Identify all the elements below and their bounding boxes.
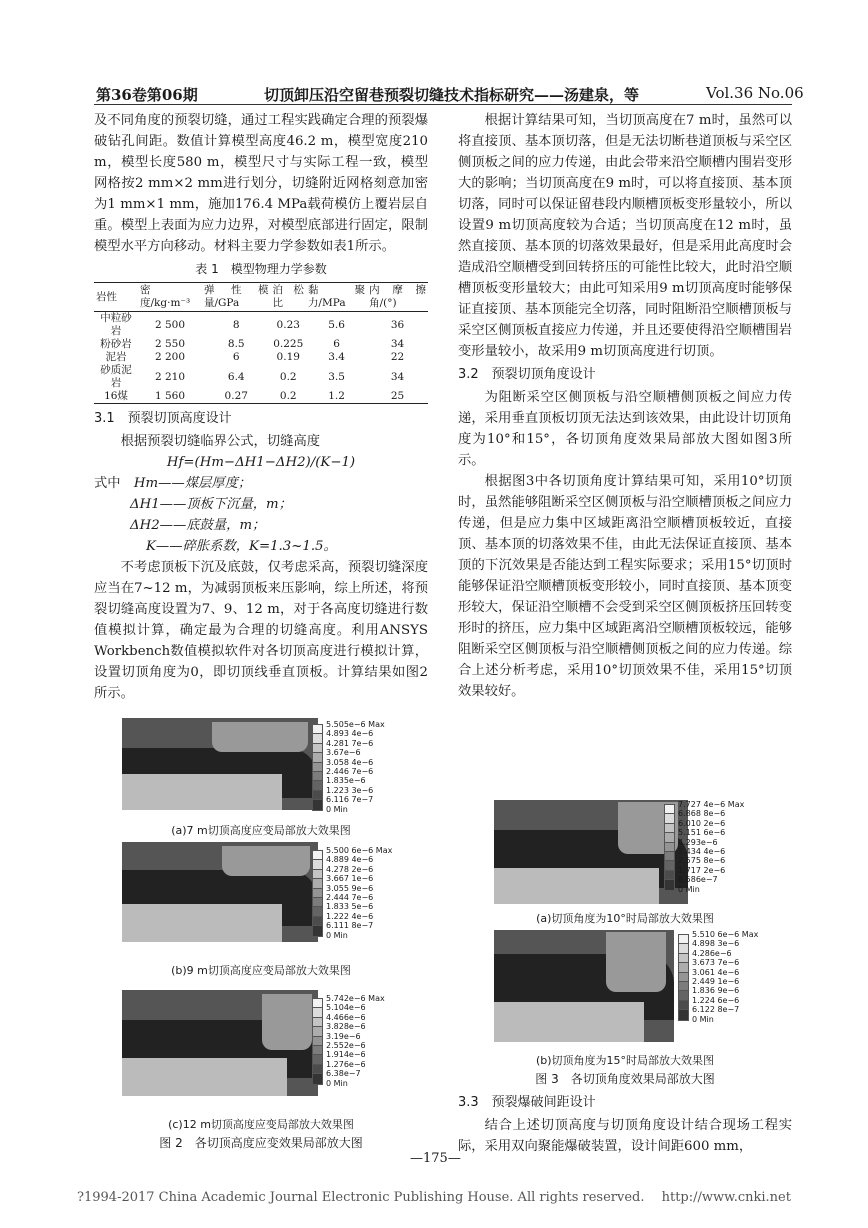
table-header: 泊松比 — [271, 283, 306, 312]
legend-label: 6.111 8e−7 — [326, 921, 374, 931]
table-cell: 0.2 — [271, 390, 306, 404]
table-cell: 2 550 — [154, 338, 186, 350]
table-cell: 2 210 — [154, 370, 186, 383]
legend-label: 3.058 4e−6 — [326, 757, 374, 767]
legend-label: 6.868 8e−6 — [678, 809, 726, 819]
section-heading: 3.1 预裂切顶高度设计 — [94, 411, 232, 426]
legend-label: 0 Min — [692, 1014, 714, 1024]
paragraph: 根据图3中各切顶角度计算结果可知，采用10°切顶时，虽然能够阻断采空区侧顶板与沿空顺槽顶板之间应力传递，但是应力集中区域距离沿空顺槽顶板较近，直接顶、基本顶的切落效果不佳，由此无法保证直接顶、基本顶的下沉效果是否能达到工程实际要求；采用15°切顶时能够保证沿空顺槽顶板变形较小，同时直接顶、基本顶变形较大，保证沿空顺槽不会受到采空区侧顶板挤压回转变形时的挤压，应力集中区域距离沿空顺槽顶板较远，能够阻断采空区侧顶板与沿空顺槽侧顶板之间的应力传递。综合上述分析考虑，采用10°切顶效果不佳，采用15°切顶效果较好。 — [458, 474, 792, 699]
figure-3-caption: 图 3 各切顶角度效果局部放大图 — [535, 1072, 715, 1086]
table-cell: 0.23 — [276, 318, 300, 331]
table-cell: 0.27 — [202, 390, 271, 404]
legend-label: 2.575 8e−6 — [678, 856, 726, 866]
table-cell: 34 — [390, 338, 405, 350]
legend-label: 3.667 1e−6 — [326, 874, 374, 884]
legend-label: 5.500 6e−6 Max — [326, 846, 393, 855]
legend-label: 1.833 5e−6 — [326, 902, 374, 912]
color-legend — [690, 930, 758, 1024]
legend-label: 7.727 4e−6 Max — [678, 800, 745, 809]
where-item: ΔH2——底鼓量，m； — [130, 518, 266, 533]
figure-caption: (b)9 m切顶高度应变局部放大效果图 — [171, 964, 351, 977]
legend-label: 3.055 9e−6 — [326, 883, 374, 893]
color-legend — [676, 800, 744, 894]
legend-label: 2.446 7e−6 — [326, 767, 374, 777]
right-column — [458, 110, 792, 702]
table-cell: 3.5 — [328, 370, 345, 383]
table-cell: 22 — [390, 351, 405, 363]
legend-label: 0 Min — [678, 884, 700, 894]
legend-label: 2.449 1e−6 — [692, 977, 740, 987]
journal-issue: 第36卷第06期 — [96, 86, 198, 104]
figure-caption: (b)切顶角度为15°时局部放大效果图 — [535, 1054, 715, 1067]
legend-label: 0 Min — [326, 804, 348, 814]
legend-label: 4.889 4e−6 — [326, 855, 374, 865]
table-cell: 粉砂岩 — [100, 338, 132, 350]
table-cell: 0.225 — [273, 338, 304, 350]
color-legend — [324, 994, 385, 1088]
table-cell: 3.4 — [328, 351, 345, 363]
legend-label: 3.828e−6 — [326, 1022, 366, 1032]
where-label: 式中 — [94, 476, 121, 491]
table-cell: 1 560 — [138, 390, 202, 404]
volume-number: Vol.36 No.06 — [706, 84, 804, 102]
material-table — [94, 282, 428, 404]
simulation-plot — [122, 990, 318, 1096]
legend-label: 3.67e−6 — [326, 748, 361, 758]
figure-3a — [494, 800, 778, 904]
legend-label: 4.898 3e−6 — [692, 939, 740, 949]
paragraph: 根据计算结果可知，当切顶高度在7 m时，虽然可以将直接顶、基本顶切落，但是无法切断巷道顶板与采空区侧顶板之间的应力传递，由此会带来沿空顺槽内围岩变形大的影响；当切顶高度在9 m时，可以将直接顶、基本顶切落，同时可以保证留巷段内顺槽顶板变形量较小，所以设置9 m切顶高度较为合适；当切顶高度在12 m时，虽然直接顶、基本顶的切落效果最好，但是采用此高度时会造成沿空顺槽受到回转挤压的可能性比较大，此时沿空顺槽顶板变形量较大；由此可知采用9 m切顶高度时能够保证直接顶、基本顶能完全切落，同时阻断沿空顺槽顶板与采空区侧顶板直接应力传递，并且还要使得沿空顺槽围岩变形量较小，故采用9 m切顶高度进行切顶。 — [458, 113, 792, 359]
where-item: K——碎胀系数，K=1.3~1.5。 — [146, 539, 337, 554]
table-row — [94, 338, 428, 351]
table-cell: 1.2 — [306, 390, 367, 404]
legend-swatch — [312, 925, 323, 936]
figure-3b — [494, 930, 778, 1042]
table-cell: 2 200 — [154, 351, 186, 363]
legend-label: 1.223 3e−6 — [326, 785, 374, 795]
table-cell: 泥岩 — [105, 351, 127, 363]
where-item: Hm——煤层厚度； — [133, 476, 252, 491]
legend-label: 3.061 4e−6 — [692, 967, 740, 977]
simulation-plot — [494, 800, 688, 904]
legend-label: 3.673 7e−6 — [692, 958, 740, 968]
table-cell: 砂质泥岩 — [100, 364, 132, 389]
page-number: —175— — [410, 1151, 461, 1166]
table-cell: 8 — [232, 318, 240, 331]
table-cell: 6.4 — [227, 370, 245, 383]
section-heading: 3.2 预裂切顶角度设计 — [458, 367, 596, 382]
simulation-plot — [122, 718, 318, 810]
legend-swatch — [312, 799, 323, 810]
legend-label: 4.466e−6 — [326, 1012, 366, 1022]
table-cell: 25 — [367, 390, 428, 404]
table-row — [94, 312, 428, 339]
simulation-plot — [494, 930, 674, 1042]
legend-label: 6.116 7e−7 — [326, 795, 374, 805]
table-cell: 2 500 — [154, 318, 186, 331]
table-header: 内摩擦角/(°) — [367, 283, 428, 312]
figure-caption: (a)切顶角度为10°时局部放大效果图 — [536, 912, 714, 925]
table-cell: 0.2 — [279, 370, 297, 383]
color-legend — [324, 720, 385, 814]
table-header: 岩性 — [94, 283, 138, 312]
legend-swatch — [678, 1009, 689, 1020]
legend-label: 2.552e−6 — [326, 1041, 366, 1051]
running-title: 切顶卸压沿空留巷预裂切缝技术指标研究——汤建泉，等 — [264, 86, 640, 104]
figure-2c — [122, 990, 402, 1096]
table-cell: 36 — [390, 318, 405, 331]
table-header: 密度/kg·m⁻³ — [138, 283, 202, 312]
table-header: 黏聚力/MPa — [306, 283, 367, 312]
figure-caption: (c)12 m切顶高度应变局部放大效果图 — [168, 1118, 354, 1131]
table-caption: 表 1 模型物理力学参数 — [195, 262, 327, 276]
paragraph: 及不同角度的预裂切缝，通过工程实践确定合理的预裂爆破钻孔间距。数值计算模型高度46.2 m，模型宽度210 m，模型长度580 m，模型尺寸与实际工程一致，模型网格按2 mm×2 mm进行划分，切缝附近网格刻意加密为1 mm×1 mm，施加176.4 MPa载荷模仿上覆岩层自重。模型上表面为应力边界，对模型底部进行固定，限制模型水平方向移动。材料主要力学参数如表1所示。 — [94, 113, 428, 254]
legend-label: 5.505e−6 Max — [326, 720, 385, 729]
table-cell: 16煤 — [94, 390, 138, 404]
figure-caption: (a)7 m切顶高度应变局部放大效果图 — [171, 824, 351, 837]
legend-swatch — [664, 879, 675, 890]
legend-label: 8.586e−7 — [678, 875, 718, 885]
table-header: 弹性模量/GPa — [202, 283, 271, 312]
legend-label: 4.278 2e−6 — [326, 864, 374, 874]
legend-label: 4.893 4e−6 — [326, 729, 374, 739]
where-list — [94, 473, 428, 557]
legend-label: 3.19e−6 — [326, 1031, 361, 1041]
table-cell: 0.19 — [276, 351, 300, 363]
legend-label: 5.742e−6 Max — [326, 994, 385, 1003]
where-item: ΔH1——顶板下沉量，m； — [130, 497, 292, 512]
right-column-bottom — [458, 1090, 792, 1157]
legend-label: 6.122 8e−7 — [692, 1005, 740, 1015]
legend-label: 2.444 7e−6 — [326, 893, 374, 903]
paragraph: 不考虑顶板下沉及底鼓，仅考虑采高，预裂切缝深度应当在7~12 m，为减弱顶板来压影响，综上所述，将预裂切缝高度设置为7、9、12 m，对于各高度切缝进行数值模拟计算，确定最为合理的切缝高度。利用ANSYS Workbench数值模拟软件对各切顶高度进行模拟计算，设置切顶角度为0，即切顶线垂直顶板。计算结果如图2所示。 — [94, 560, 428, 701]
legend-label: 5.510 6e−6 Max — [692, 930, 759, 939]
header-rule — [94, 104, 792, 105]
legend-label: 0 Min — [326, 1078, 348, 1088]
figure-2b — [122, 842, 402, 942]
legend-label: 5.104e−6 — [326, 1003, 366, 1013]
legend-label: 5.151 6e−6 — [678, 828, 726, 838]
legend-label: 1.836 9e−6 — [692, 986, 740, 996]
legend-label: 1.222 4e−6 — [326, 911, 374, 921]
legend-label: 1.224 6e−6 — [692, 995, 740, 1005]
legend-label: 0 Min — [326, 930, 348, 940]
legend-label: 4.293e−6 — [678, 837, 718, 847]
table-cell: 6 — [232, 351, 240, 363]
color-legend — [324, 846, 392, 940]
table-cell: 中粒砂岩 — [100, 312, 132, 337]
paragraph: 根据预裂切缝临界公式，切缝高度 — [120, 434, 321, 449]
formula: Hf=(Hm−ΔH1−ΔH2)/(K−1) — [166, 455, 356, 470]
simulation-plot — [122, 842, 318, 942]
table-cell: 5.6 — [328, 318, 345, 331]
section-heading: 3.3 预裂爆破间距设计 — [458, 1095, 596, 1110]
figure-2a — [122, 718, 402, 814]
legend-label: 1.835e−6 — [326, 776, 366, 786]
paragraph: 结合上述切顶高度与切顶角度设计结合现场工程实际，采用双向聚能爆破装置，设计间距600 mm， — [458, 1118, 792, 1154]
table-row — [94, 390, 428, 404]
figure-2-caption: 图 2 各切顶高度应变效果局部放大图 — [159, 1136, 363, 1150]
paragraph: 为阻断采空区侧顶板与沿空顺槽侧顶板之间应力传递，采用垂直顶板切顶无法达到该效果，由此设计切顶角度为10°和15°，各切顶角度效果局部放大图如图3所示。 — [458, 390, 792, 468]
table-row — [94, 364, 428, 390]
table-cell: 6 — [333, 338, 340, 350]
legend-label: 4.281 7e−6 — [326, 738, 374, 748]
legend-label: 1.914e−6 — [326, 1050, 366, 1060]
legend-label: 1.717 2e−6 — [678, 865, 726, 875]
copyright-footer: ?1994-2017 China Academic Journal Electronic Publishing House. All rights reserved. http://www.cnki.net — [77, 1190, 791, 1205]
table-cell: 34 — [390, 370, 405, 383]
table-cell: 8.5 — [227, 338, 245, 350]
table-row — [94, 351, 428, 364]
table-header-row — [94, 283, 428, 312]
legend-label: 4.286e−6 — [692, 948, 732, 958]
legend-label: 6.010 2e−6 — [678, 818, 726, 828]
legend-label: 1.276e−6 — [326, 1059, 366, 1069]
legend-swatch — [312, 1073, 323, 1084]
legend-label: 3.434 4e−6 — [678, 847, 726, 857]
legend-label: 6.38e−7 — [326, 1069, 361, 1079]
left-column — [94, 110, 428, 704]
